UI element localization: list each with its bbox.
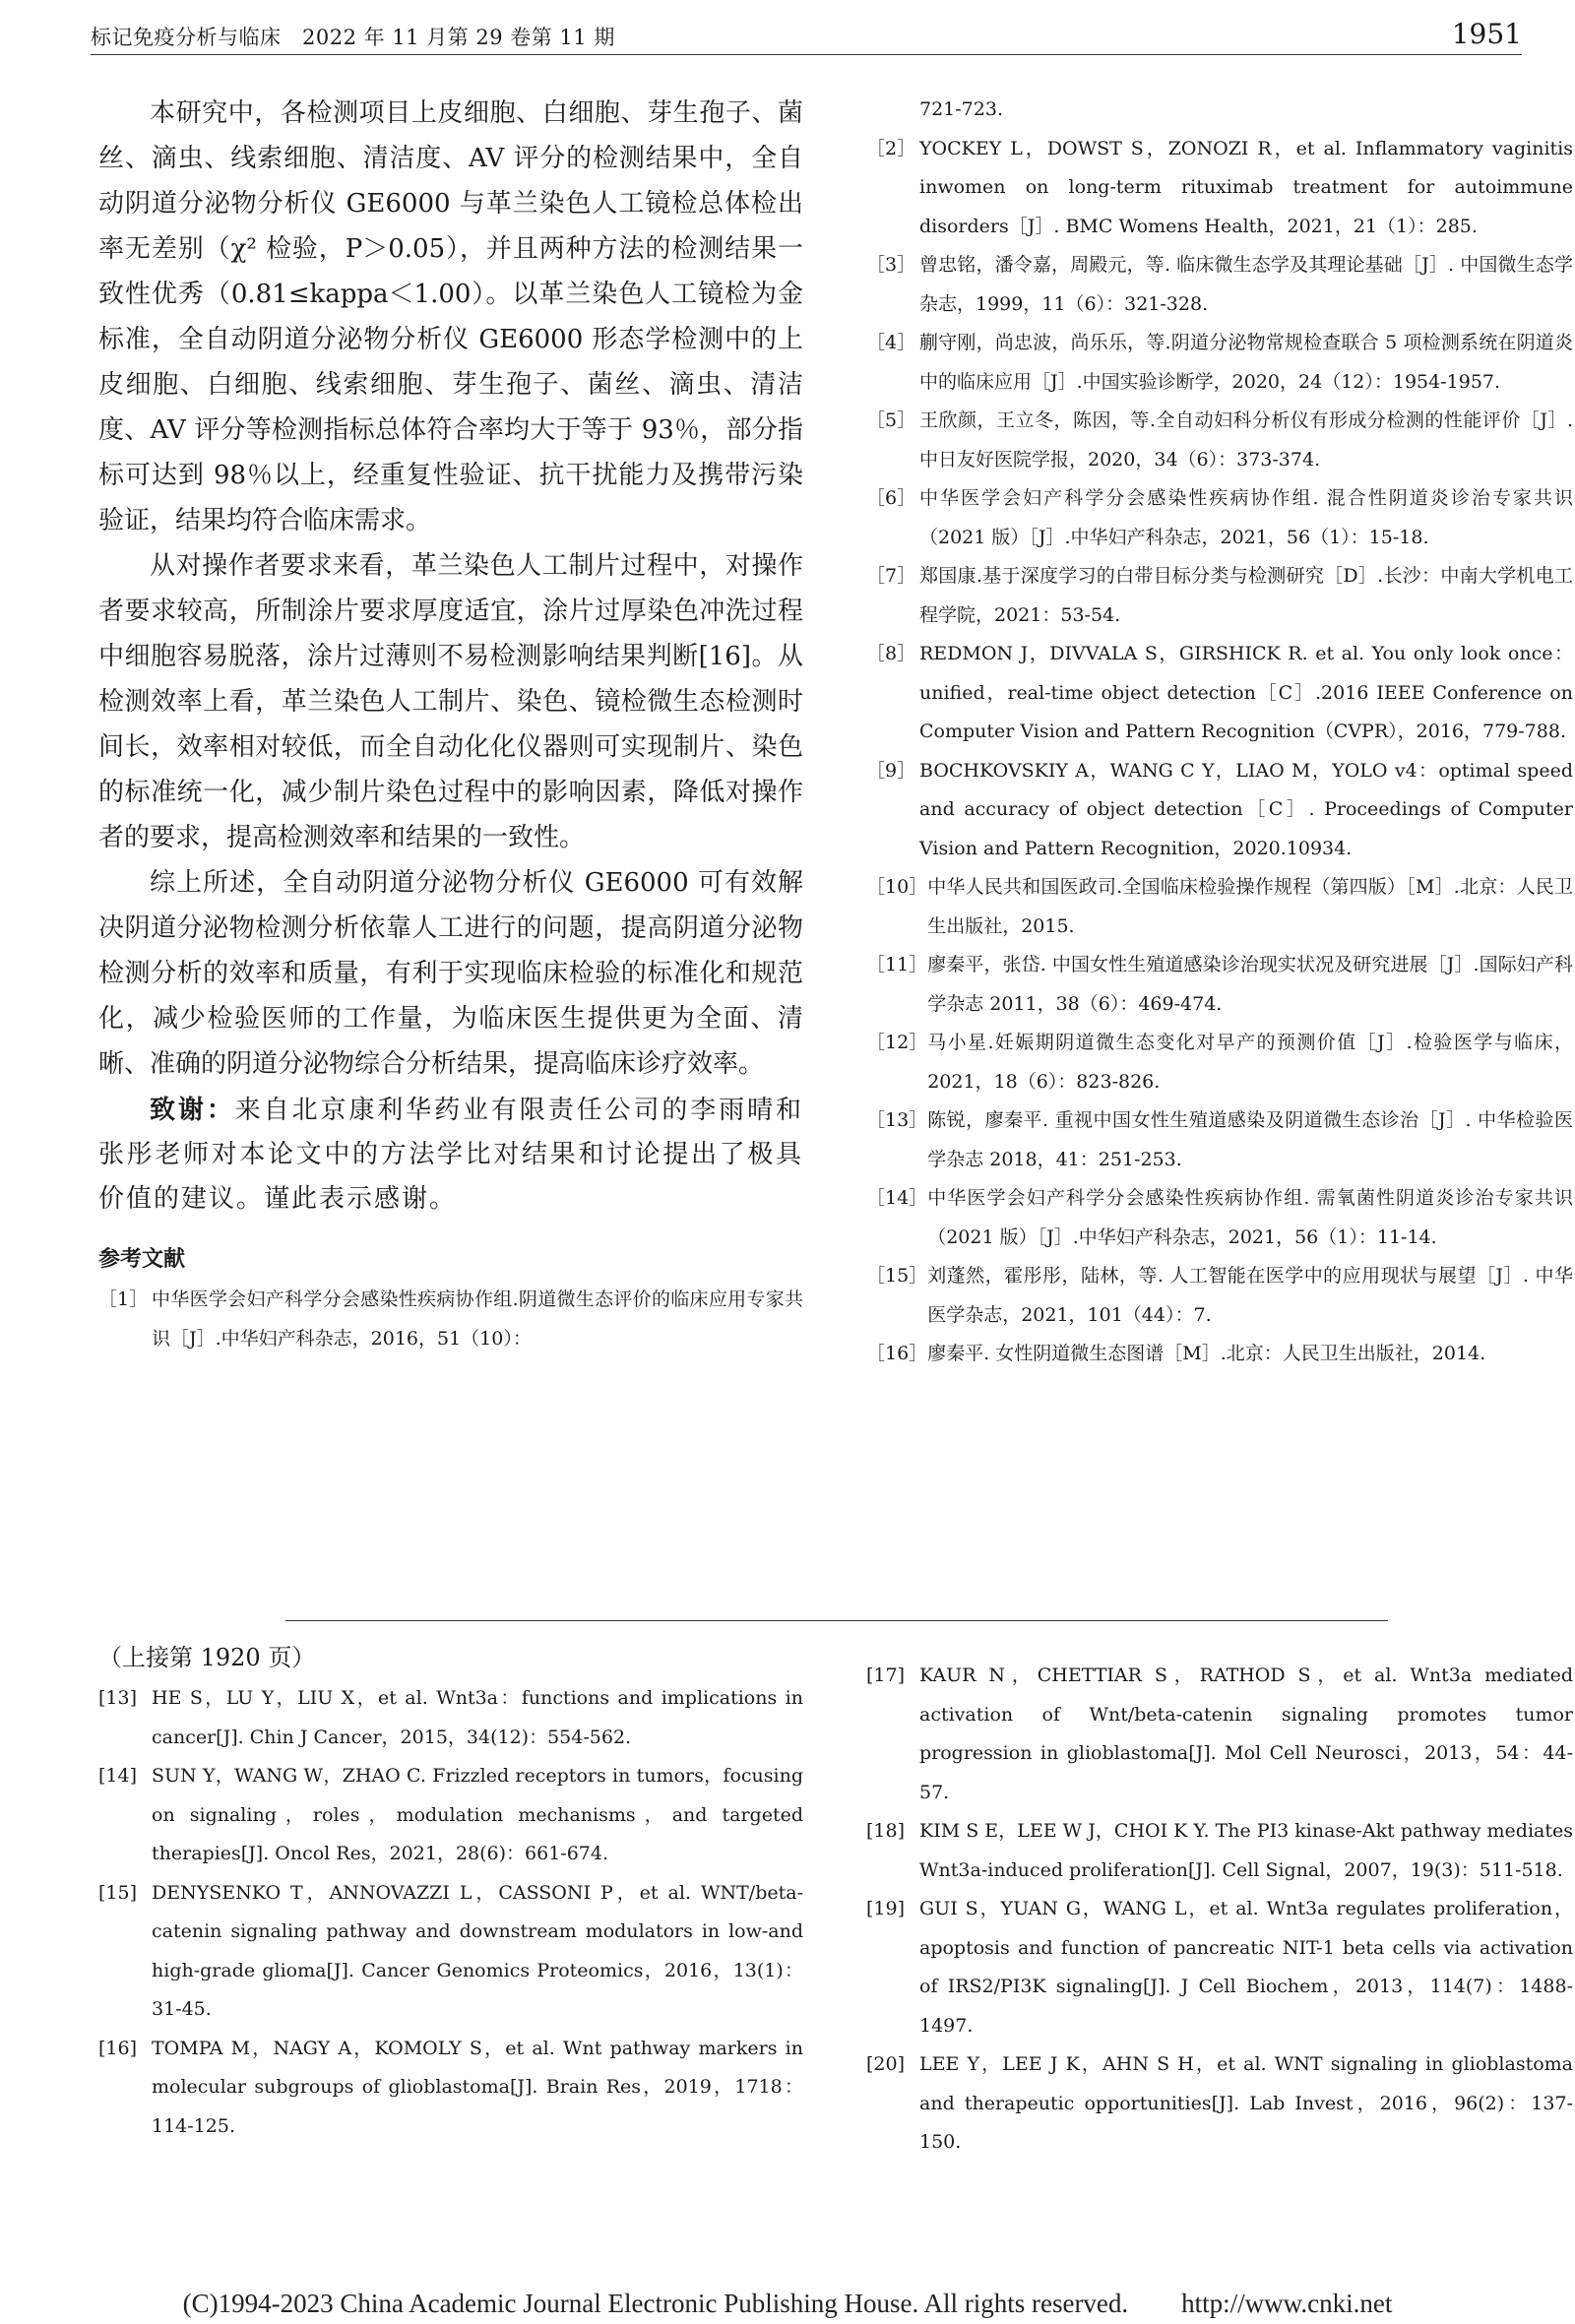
reference-number: ［9］ [866, 759, 916, 782]
body-paragraph: 综上所述，全自动阴道分泌物分析仪 GE6000 可有效解决阴道分泌物检测分析依靠人工进行的问题，提高阴道分泌物检测分析的效率和质量，有利于实现临床检验的标准化和规范化，减少检验医师的工作量，为临床医生提供更为全面、清晰、准确的阴道分泌物综合分析结果，提高临床诊疗效率。 [98, 868, 803, 1079]
reference-item [866, 635, 1573, 752]
reference-item [98, 1281, 803, 1358]
reference-text: 廖秦平，张岱. 中国女性生殖道感染诊治现实状况及研究进展［J］.国际妇产科学杂志 2011，38（6）：469-474. [927, 954, 1573, 1015]
reference-item [98, 2030, 803, 2147]
reference-number: ［5］ [866, 409, 916, 431]
reference-text: GUI S，YUAN G，WANG L，et al. Wnt3a regulates proliferation，apoptosis and function of pancreatic NIT-1 beta cells via activation of IRS2/PI3K signaling[J]. J Cell Biochem，2013，114(7)：1488-1497. [919, 1898, 1573, 2037]
reference-number: ［15］ [866, 1265, 928, 1287]
continued-references-right [866, 1657, 1573, 2163]
header-divider [91, 54, 1522, 55]
reference-item [866, 1179, 1573, 1257]
reference-number: [15] [98, 1881, 138, 1904]
reference-item [866, 946, 1573, 1024]
reference-number: ［14］ [866, 1187, 928, 1209]
reference-text: 郑国康.基于深度学习的白带目标分类与检测研究［D］.长沙：中南大学机电工程学院，2021：53-54. [919, 565, 1573, 626]
reference-number: ［13］ [866, 1109, 928, 1131]
reference-text: 陈锐，廖秦平. 重视中国女性生殖道感染及阴道微生态诊治［J］. 中华检验医学杂志 2018，41：251-253. [927, 1109, 1573, 1170]
reference-item [866, 324, 1573, 402]
reference-text: DENYSENKO T，ANNOVAZZI L，CASSONI P，et al. WNT/beta-catenin signaling pathway and downstream modulators in low-and high-grade glioma[J]. Cancer Genomics Proteomics，2016，13(1)：31-45. [152, 1881, 803, 2020]
reference-text: HE S，LU Y，LIU X，et al. Wnt3a：functions and implications in cancer[J]. Chin J Cancer，2015，34(12)：554-562. [152, 1687, 803, 1748]
reference-text: LEE Y，LEE J K，AHN S H，et al. WNT signaling in glioblastoma and therapeutic opportunities[J]. Lab Invest，2016，96(2)：137-150. [919, 2053, 1573, 2153]
reference-text: 王欣颜，王立冬，陈因，等.全自动妇科分析仪有形成分检测的性能评价［J］.中日友好医院学报，2020，34（6）：373-374. [919, 409, 1573, 471]
reference-number: ［3］ [866, 254, 916, 276]
reference-number: ［4］ [866, 332, 916, 353]
reference-item [98, 1757, 803, 1874]
reference-item [866, 1657, 1573, 1812]
continued-left-column [98, 1638, 803, 2146]
body-paragraph: 本研究中，各检测项目上皮细胞、白细胞、芽生孢子、菌丝、滴虫、线索细胞、清洁度、AV 评分的检测结果中，全自动阴道分泌物分析仪 GE6000 与革兰染色人工镜检总体检出率无差别（χ² 检验，P＞0.05），并且两种方法的检测结果一致性优秀（0.81≤kappa＜1.00）。以革兰染色人工镜检为金标准，全自动阴道分泌物分析仪 GE6000 形态学检测中的上皮细胞、白细胞、线索细胞、芽生孢子、菌丝、滴虫、清洁度、AV 评分等检测指标总体符合率均大于等于 93％，部分指标可达到 98％以上，经重复性验证、抗干扰能力及携带污染验证，结果均符合临床需求。 [98, 98, 803, 535]
reference-item [866, 1890, 1573, 2045]
reference-item [866, 246, 1573, 324]
reference-number: ［16］ [866, 1343, 928, 1364]
reference-number: [13] [98, 1687, 138, 1709]
acknowledgement-label: 致谢： [150, 1096, 235, 1125]
acknowledgement [98, 1089, 803, 1222]
reference-number: ［1］ [98, 1288, 149, 1310]
reference-text: 中华医学会妇产科学分会感染性疾病协作组. 需氧菌性阴道炎诊治专家共识（2021 版）［J］.中华妇产科杂志，2021，56（1）：11-14. [927, 1187, 1573, 1248]
acknowledgement-text: 来自北京康利华药业有限责任公司的李雨晴和张彤老师对本论文中的方法学比对结果和讨论提出了极具价值的建议。谨此表示感谢。 [98, 1096, 803, 1214]
continued-right-column [866, 1657, 1573, 2163]
reference-number: ［6］ [866, 487, 916, 509]
reference-item [866, 2045, 1573, 2163]
reference-text: SUN Y，WANG W，ZHAO C. Frizzled receptors in tumors，focusing on signaling，roles，modulation mechanisms，and targeted therapies[J]. Oncol Res，2021，28(6)：661-674. [152, 1765, 803, 1864]
reference-item [866, 557, 1573, 635]
reference-text: 曾忠铭，潘令嘉，周殿元，等. 临床微生态学及其理论基础［J］. 中国微生态学杂志，1999，11（6）：321-328. [919, 254, 1573, 315]
reference-text: TOMPA M，NAGY A，KOMOLY S，et al. Wnt pathway markers in molecular subgroups of glioblastoma[J]. Brain Res，2019，1718：114-125. [152, 2037, 803, 2137]
reference-text: 蒯守刚，尚忠波，尚乐乐，等.阴道分泌物常规检查联合 5 项检测系统在阴道炎中的临床应用［J］.中国实验诊断学，2020，24（12）：1954-1957. [919, 332, 1573, 393]
reference-number: ［11］ [866, 954, 928, 975]
reference-text: KIM S E，LEE W J，CHOI K Y. The PI3 kinase-Akt pathway mediates Wnt3a-induced proliferation[J]. Cell Signal，2007，19(3)：511-518. [919, 1820, 1573, 1881]
reference-text: YOCKEY L，DOWST S，ZONOZI R，et al. Inflammatory vaginitis inwomen on long-term rituximab treatment for autoimmune disorders［J］. BMC Womens Health，2021，21（1）：285. [919, 137, 1573, 237]
reference-item [866, 868, 1573, 946]
running-header: 标记免疫分析与临床 2022 年 11 月第 29 卷第 11 期 [91, 26, 615, 49]
section-divider [285, 1620, 1388, 1621]
reference-item [98, 1874, 803, 2030]
reference-text: 中华医学会妇产科学分会感染性疾病协作组. 混合性阴道炎诊治专家共识（2021 版）［J］.中华妇产科杂志，2021，56（1）：15-18. [919, 487, 1573, 548]
reference-item [866, 1335, 1573, 1374]
reference-number: [19] [866, 1898, 906, 1919]
reference-text: 刘蓬然，霍彤彤，陆林，等. 人工智能在医学中的应用现状与展望［J］. 中华医学杂志，2021，101（44）：7. [927, 1265, 1573, 1326]
references-list-right [866, 130, 1573, 1374]
reference-text: REDMON J，DIVVALA S，GIRSHICK R. et al. You only look once：unified，real-time object detection［C］.2016 IEEE Conference on Computer Vision and Pattern Recognition（CVPR），2016，779-788. [919, 643, 1573, 742]
reference-text: BOCHKOVSKIY A，WANG C Y，LIAO M，YOLO v4：optimal speed and accuracy of object detection［C］. Proceedings of Computer Vision and Pattern Recognition，2020.10934. [919, 759, 1573, 859]
reference-item [98, 1679, 803, 1757]
reference-item [866, 752, 1573, 869]
left-column [98, 91, 803, 1358]
reference-number: ［8］ [866, 643, 916, 664]
continued-references-left [98, 1679, 803, 2146]
reference-text: 廖秦平. 女性阴道微生态图谱［M］.北京：人民卫生出版社，2014. [927, 1343, 1486, 1364]
reference-text: KAUR N，CHETTIAR S，RATHOD S，et al. Wnt3a mediated activation of Wnt/beta-catenin signaling promotes tumor progression in glioblastoma[J]. Mol Cell Neurosci，2013，54：44-57. [919, 1664, 1573, 1803]
reference-item [866, 402, 1573, 479]
reference-number: [16] [98, 2037, 138, 2059]
references-title: 参考文献 [98, 1246, 186, 1272]
reference-number: [18] [866, 1820, 906, 1842]
reference-item [866, 479, 1573, 557]
reference-item [866, 1024, 1573, 1101]
reference-number: ［12］ [866, 1032, 928, 1053]
reference-item [866, 130, 1573, 247]
reference-item [866, 1257, 1573, 1335]
reference-item [866, 1812, 1573, 1890]
reference-number: [14] [98, 1765, 138, 1787]
reference-text: 中华医学会妇产科学分会感染性疾病协作组.阴道微生态评价的临床应用专家共识［J］.中华妇产科杂志，2016，51（10）： [152, 1288, 803, 1350]
references-list-left [98, 1281, 803, 1358]
continued-note: （上接第 1920 页） [98, 1644, 316, 1671]
reference-number: [20] [866, 2053, 906, 2075]
reference-number: [17] [866, 1664, 906, 1686]
reference-continuation: 721-723. [919, 98, 1003, 120]
reference-item [866, 1101, 1573, 1179]
page-number: 1951 [1451, 18, 1522, 50]
reference-number: ［7］ [866, 565, 916, 587]
reference-text: 马小星.妊娠期阴道微生态变化对早产的预测价值［J］.检验医学与临床，2021，18（6）：823-826. [927, 1032, 1573, 1093]
body-paragraph: 从对操作者要求来看，革兰染色人工制片过程中，对操作者要求较高，所制涂片要求厚度适宜，涂片过厚染色冲洗过程中细胞容易脱落，涂片过薄则不易检测影响结果判断[16]。从检测效率上看，革兰染色人工制片、染色、镜检微生态检测时间长，效率相对较低，而全自动化化仪器则可实现制片、染色的标准统一化，减少制片染色过程中的影响因素，降低对操作者的要求，提高检测效率和结果的一致性。 [98, 551, 803, 852]
right-column [866, 91, 1573, 1374]
reference-text: 中华人民共和国医政司.全国临床检验操作规程（第四版）［M］.北京：人民卫生出版社，2015. [927, 876, 1573, 937]
copyright-footer: (C)1994-2023 China Academic Journal Electronic Publishing House. All rights reserved. http://www.cnki.net [182, 2289, 1393, 2318]
reference-number: ［10］ [866, 876, 928, 898]
reference-number: ［2］ [866, 137, 916, 159]
